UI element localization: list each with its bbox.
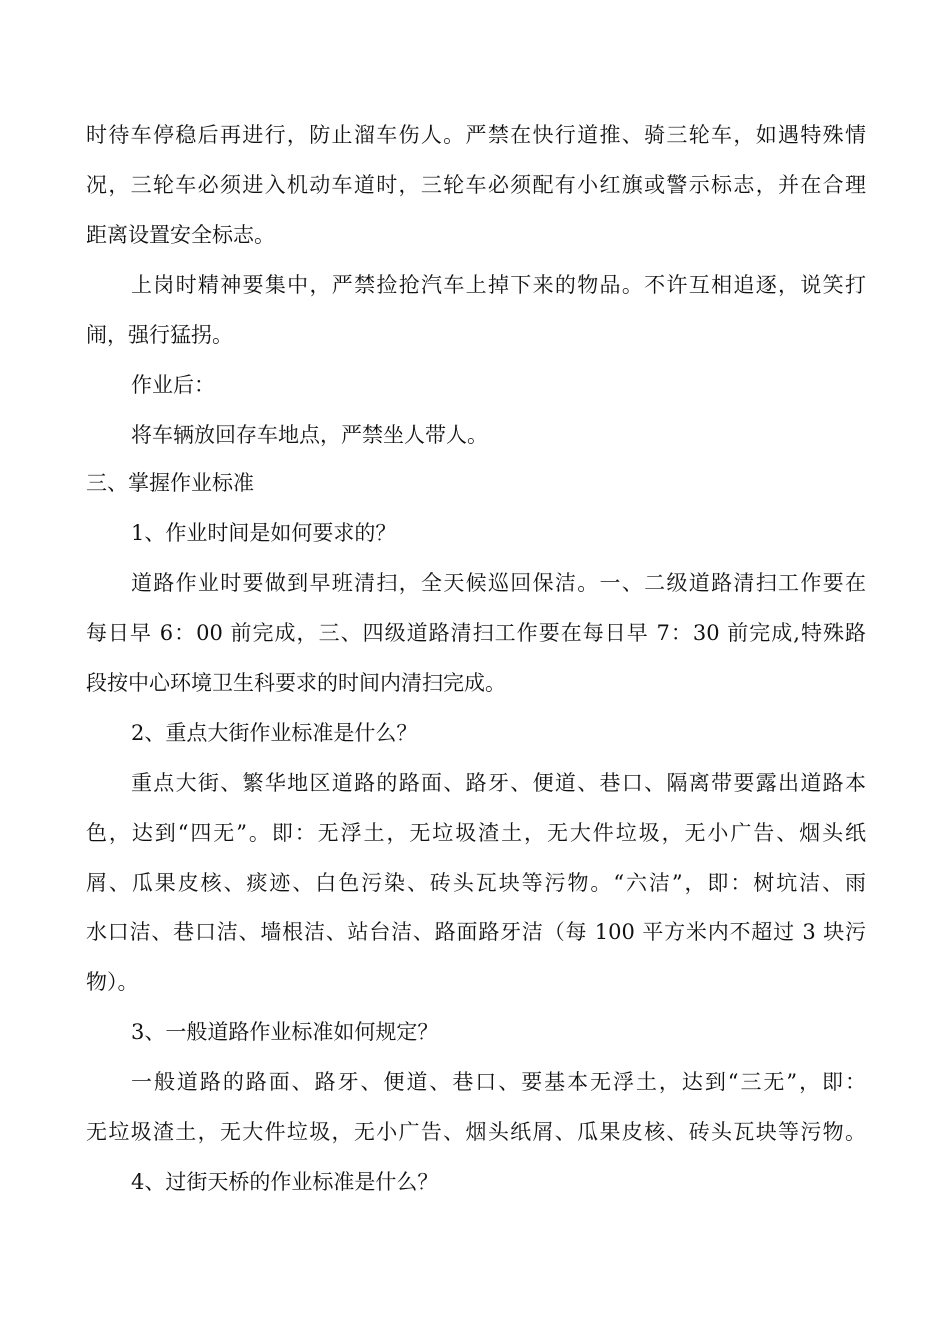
text-line-10: 道路作业时要做到早班清扫，全天候巡回保洁。一、二级道路清扫工作要在 — [131, 571, 866, 595]
question-2: 2、重点大街作业标准是什么？ — [131, 721, 418, 745]
section-heading: 三、掌握作业标准 — [86, 471, 254, 495]
text-line-5: 闹，强行猛拐。 — [86, 323, 233, 347]
text-line-2: 况，三轮车必须进入机动车道时，三轮车必须配有小红旗或警示标志，并在合理 — [86, 173, 866, 197]
text-line-18: 物）。 — [86, 970, 139, 994]
text-line-12: 段按中心环境卫生科要求的时间内清扫完成。 — [86, 671, 506, 695]
text-line-15: 色，达到“四无”。即：无浮土，无垃圾渣土，无大件垃圾，无小广告、烟头纸 — [86, 821, 866, 845]
question-4: 4、过街天桥的作业标准是什么？ — [131, 1170, 439, 1194]
text-line-14: 重点大街、繁华地区道路的路面、路牙、便道、巷口、隔离带要露出道路本 — [131, 771, 866, 795]
text-line-7: 将车辆放回存车地点，严禁坐人带人。 — [131, 423, 488, 447]
question-1: 1、作业时间是如何要求的？ — [131, 521, 397, 545]
text-line-21: 无垃圾渣土，无大件垃圾，无小广告、烟头纸屑、瓜果皮核、砖头瓦块等污物。 — [86, 1120, 866, 1144]
text-line-3: 距离设置安全标志。 — [86, 223, 275, 247]
text-line-1: 时待车停稳后再进行，防止溜车伤人。严禁在快行道推、骑三轮车，如遇特殊情 — [86, 123, 866, 147]
text-line-6: 作业后： — [131, 373, 215, 397]
text-line-11: 每日早 6：00 前完成，三、四级道路清扫工作要在每日早 7：30 前完成,特殊路 — [86, 621, 866, 645]
text-line-4: 上岗时精神要集中，严禁捡抢汽车上掉下来的物品。不许互相追逐，说笑打 — [131, 273, 866, 297]
text-line-20: 一般道路的路面、路牙、便道、巷口、要基本无浮土，达到“三无”，即： — [131, 1070, 866, 1094]
question-3: 3、一般道路作业标准如何规定？ — [131, 1020, 439, 1044]
text-line-16: 屑、瓜果皮核、痰迹、白色污染、砖头瓦块等污物。“六洁”，即：树坑洁、雨 — [86, 871, 866, 895]
text-line-17: 水口洁、巷口洁、墙根洁、站台洁、路面路牙洁（每 100 平方米内不超过 3 块污 — [86, 920, 866, 944]
